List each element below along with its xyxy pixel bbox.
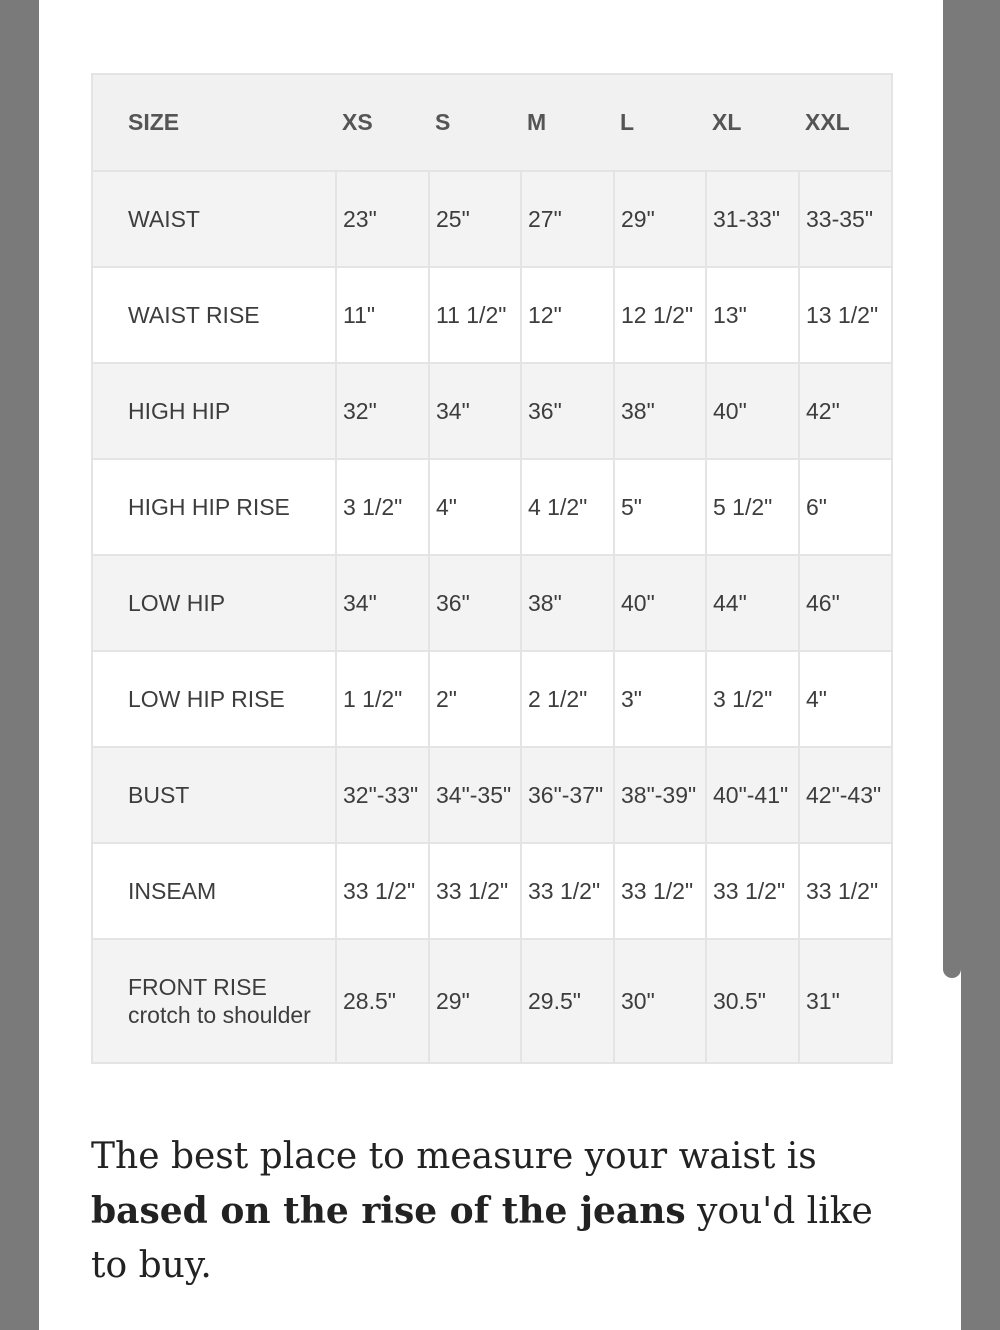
table-cell: 3 1/2" [336,459,429,555]
measurement-name: WAIST RISE [128,302,260,328]
table-cell: 33 1/2" [429,843,521,939]
measurement-label [92,651,336,747]
table-cell: 42" [799,363,892,459]
measurement-name: LOW HIP RISE [128,686,285,712]
page-content [39,0,943,1330]
measure-note [91,1130,911,1293]
measurement-label [92,171,336,267]
table-cell: 29" [614,171,706,267]
note-text: The best place to measure your waist is [91,1136,817,1177]
header-size-3: M [521,74,614,171]
table-cell: 33-35" [799,171,892,267]
scrollbar-thumb[interactable] [943,0,961,978]
table-cell: 33 1/2" [614,843,706,939]
table-cell: 13" [706,267,799,363]
table-cell: 38" [614,363,706,459]
table-cell: 30.5" [706,939,799,1063]
size-chart-table [91,73,893,1064]
table-cell: 33 1/2" [799,843,892,939]
table-row [92,843,892,939]
table-row [92,939,892,1063]
table-cell: 34" [336,555,429,651]
table-cell: 12" [521,267,614,363]
table-row [92,267,892,363]
table-cell: 4" [799,651,892,747]
note-bold-text: based on the rise of the jeans [91,1190,686,1232]
measurement-name: INSEAM [128,878,217,904]
header-size-6: XXL [799,74,892,171]
measurement-name: FRONT RISE [128,974,267,1000]
header-size-label: SIZE [92,74,336,171]
measurement-label [92,363,336,459]
table-row [92,363,892,459]
table-cell: 13 1/2" [799,267,892,363]
table-cell: 38"-39" [614,747,706,843]
measurement-label [92,459,336,555]
table-cell: 28.5" [336,939,429,1063]
table-cell: 36"-37" [521,747,614,843]
table-cell: 33 1/2" [521,843,614,939]
table-cell: 42"-43" [799,747,892,843]
table-cell: 27" [521,171,614,267]
table-cell: 31-33" [706,171,799,267]
table-cell: 34" [429,363,521,459]
header-size-5: XL [706,74,799,171]
table-row [92,747,892,843]
measurement-name: LOW HIP [128,590,226,616]
table-row [92,459,892,555]
table-cell: 23" [336,171,429,267]
table-cell: 33 1/2" [336,843,429,939]
table-cell: 6" [799,459,892,555]
table-cell: 12 1/2" [614,267,706,363]
measurement-name: WAIST [128,206,200,232]
note-text-end: you'd like to buy. [91,1191,873,1286]
measurement-label [92,843,336,939]
table-cell: 33 1/2" [706,843,799,939]
table-cell: 29.5" [521,939,614,1063]
table-header-row [92,74,892,171]
table-cell: 44" [706,555,799,651]
table-cell: 40" [614,555,706,651]
table-cell: 11" [336,267,429,363]
table-cell: 11 1/2" [429,267,521,363]
table-cell: 36" [521,363,614,459]
table-cell: 1 1/2" [336,651,429,747]
table-cell: 36" [429,555,521,651]
measurement-name: BUST [128,782,190,808]
table-cell: 5 1/2" [706,459,799,555]
header-size-4: L [614,74,706,171]
table-cell: 31" [799,939,892,1063]
table-cell: 2" [429,651,521,747]
table-cell: 2 1/2" [521,651,614,747]
table-cell: 34"-35" [429,747,521,843]
header-size-2: S [429,74,521,171]
measurement-label [92,555,336,651]
table-cell: 32" [336,363,429,459]
table-cell: 40"-41" [706,747,799,843]
measurement-label [92,747,336,843]
measurement-sublabel: crotch to shoulder [128,1002,311,1028]
table-cell: 3 1/2" [706,651,799,747]
table-row [92,555,892,651]
measurement-label [92,939,336,1063]
measurement-name: HIGH HIP RISE [128,494,290,520]
table-cell: 4" [429,459,521,555]
table-cell: 4 1/2" [521,459,614,555]
table-cell: 25" [429,171,521,267]
table-row [92,651,892,747]
table-cell: 40" [706,363,799,459]
table-cell: 38" [521,555,614,651]
table-cell: 30" [614,939,706,1063]
table-cell: 32"-33" [336,747,429,843]
measurement-name: HIGH HIP [128,398,231,424]
header-size-1: XS [336,74,429,171]
table-row [92,171,892,267]
table-cell: 29" [429,939,521,1063]
measurement-label [92,267,336,363]
table-cell: 5" [614,459,706,555]
table-cell: 3" [614,651,706,747]
table-cell: 46" [799,555,892,651]
